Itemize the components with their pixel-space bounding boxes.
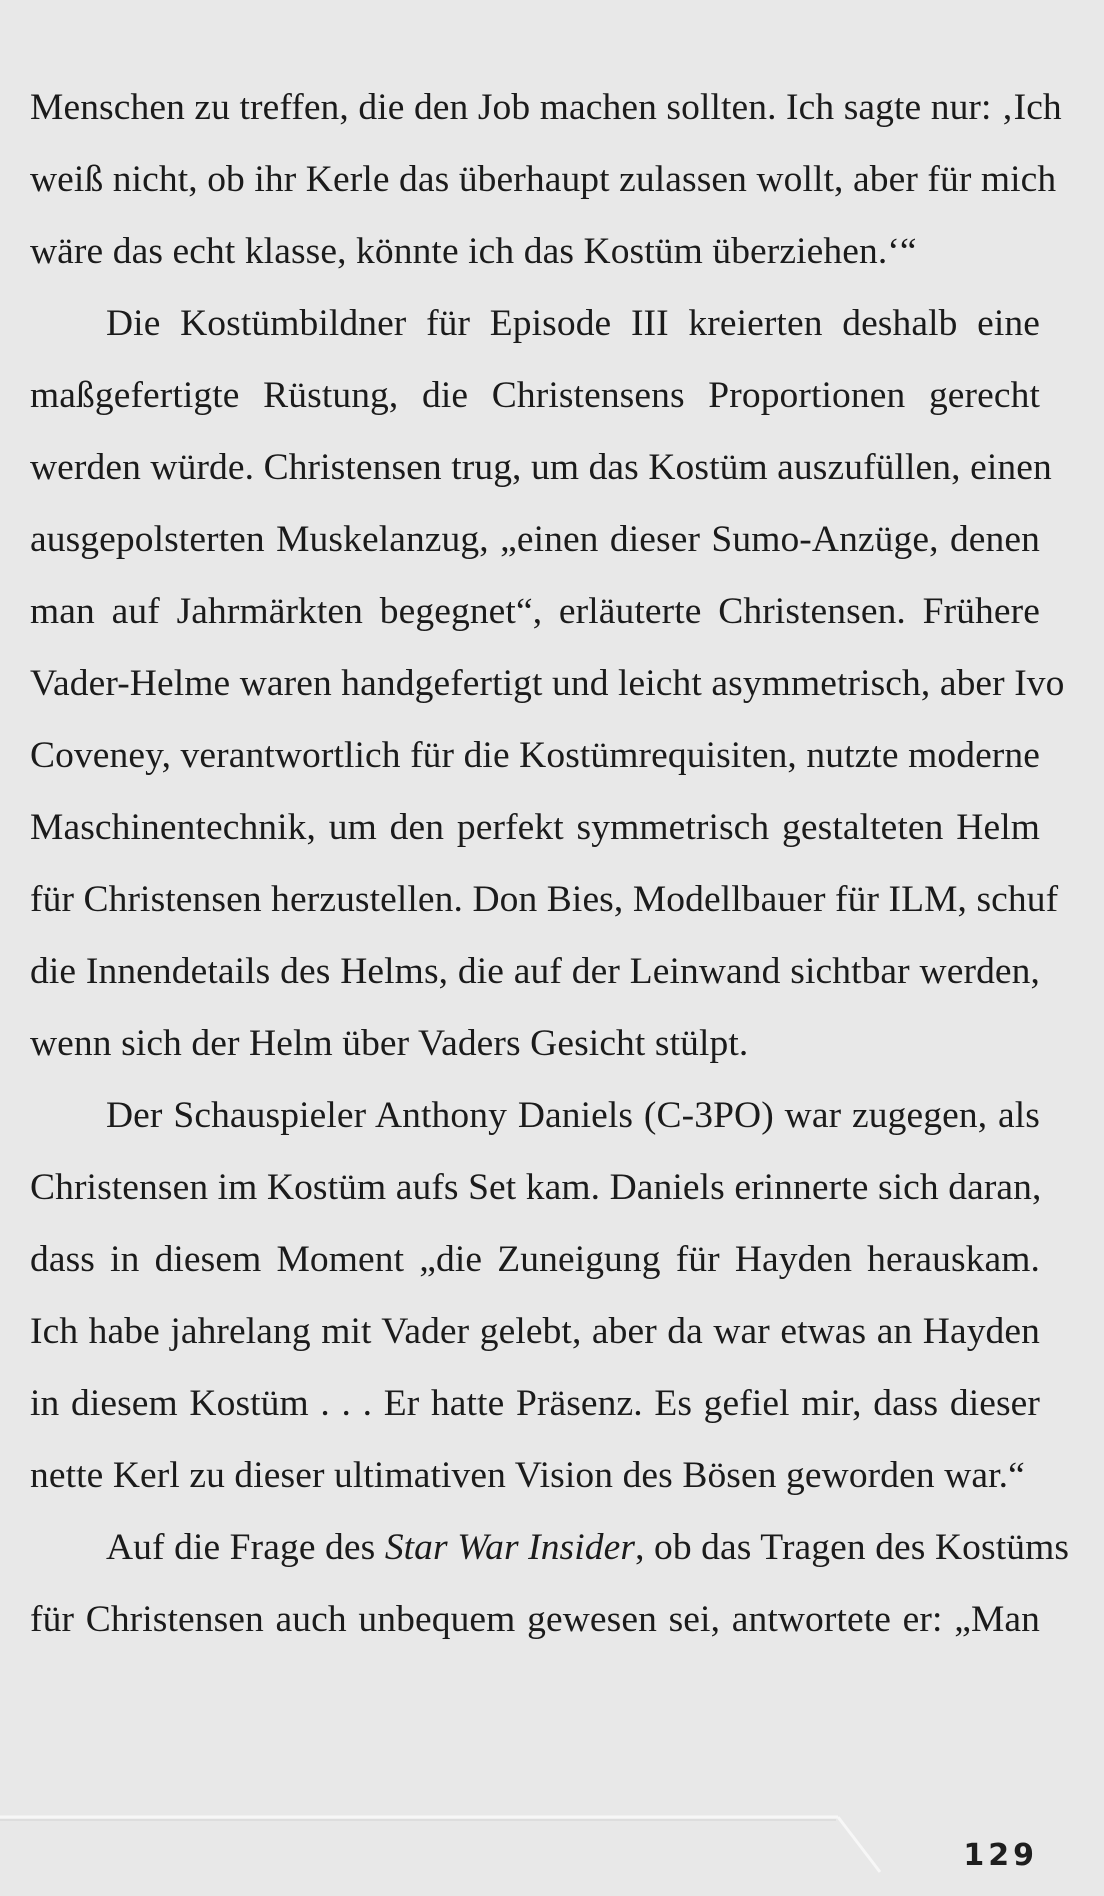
text-line: für Christensen herzustellen. Don Bies, Modellbauer für ILM, schuf bbox=[30, 879, 1059, 920]
text-line: Ich habe jahrelang mit Vader gelebt, aber da war etwas an Hayden bbox=[30, 1311, 1040, 1352]
text-line: nette Kerl zu dieser ultimativen Vision des Bösen geworden war.“ bbox=[30, 1455, 1025, 1496]
text-line: für Christensen auch unbequem gewesen sei, antwortete er: „Man bbox=[30, 1599, 1040, 1640]
text-line: Der Schauspieler Anthony Daniels (C-3PO) war zugegen, als bbox=[106, 1095, 1040, 1136]
text-line: werden würde. Christensen trug, um das Kostüm auszufüllen, einen bbox=[30, 447, 1052, 488]
text-line: dass in diesem Moment „die Zuneigung für Hayden herauskam. bbox=[30, 1239, 1040, 1280]
text-line: Die Kostümbildner für Episode III kreierten deshalb eine bbox=[106, 303, 1040, 344]
text-segment: , ob das Tragen des Kostüms bbox=[635, 1527, 1070, 1568]
text-line: Christensen im Kostüm aufs Set kam. Daniels erinnerte sich daran, bbox=[30, 1167, 1042, 1208]
text-line: Menschen zu treffen, die den Job machen sollten. Ich sagte nur: ‚Ich bbox=[30, 87, 1062, 128]
text-line: maßgefertigte Rüstung, die Christensens Proportionen gerecht bbox=[30, 375, 1040, 416]
text-line: ausgepolsterten Muskelanzug, „einen dieser Sumo-Anzüge, denen bbox=[30, 519, 1040, 560]
page-number: 129 bbox=[963, 1838, 1038, 1873]
text-line bbox=[30, 1512, 1070, 1584]
text-line: weiß nicht, ob ihr Kerle das überhaupt zulassen wollt, aber für mich bbox=[30, 159, 1057, 200]
text-line: Coveney, verantwortlich für die Kostümrequisiten, nutzte moderne bbox=[30, 735, 1040, 776]
text-line: wenn sich der Helm über Vaders Gesicht stülpt. bbox=[30, 1023, 749, 1064]
text-line: man auf Jahrmärkten begegnet“, erläuterte Christensen. Frühere bbox=[30, 591, 1040, 632]
text-line: die Innendetails des Helms, die auf der Leinwand sichtbar werden, bbox=[30, 951, 1040, 992]
text-line: Maschinentechnik, um den perfekt symmetrisch gestalteten Helm bbox=[30, 807, 1040, 848]
body-text bbox=[30, 72, 1070, 1656]
text-line: in diesem Kostüm . . . Er hatte Präsenz. Es gefiel mir, dass dieser bbox=[30, 1383, 1040, 1424]
text-segment: Auf die Frage des bbox=[106, 1527, 385, 1568]
italic-title: Star War Insider bbox=[384, 1527, 636, 1568]
text-line: wäre das echt klasse, könnte ich das Kostüm überziehen.‘“ bbox=[30, 231, 917, 272]
text-line: Vader-Helme waren handgefertigt und leicht asymmetrisch, aber Ivo bbox=[30, 663, 1065, 704]
